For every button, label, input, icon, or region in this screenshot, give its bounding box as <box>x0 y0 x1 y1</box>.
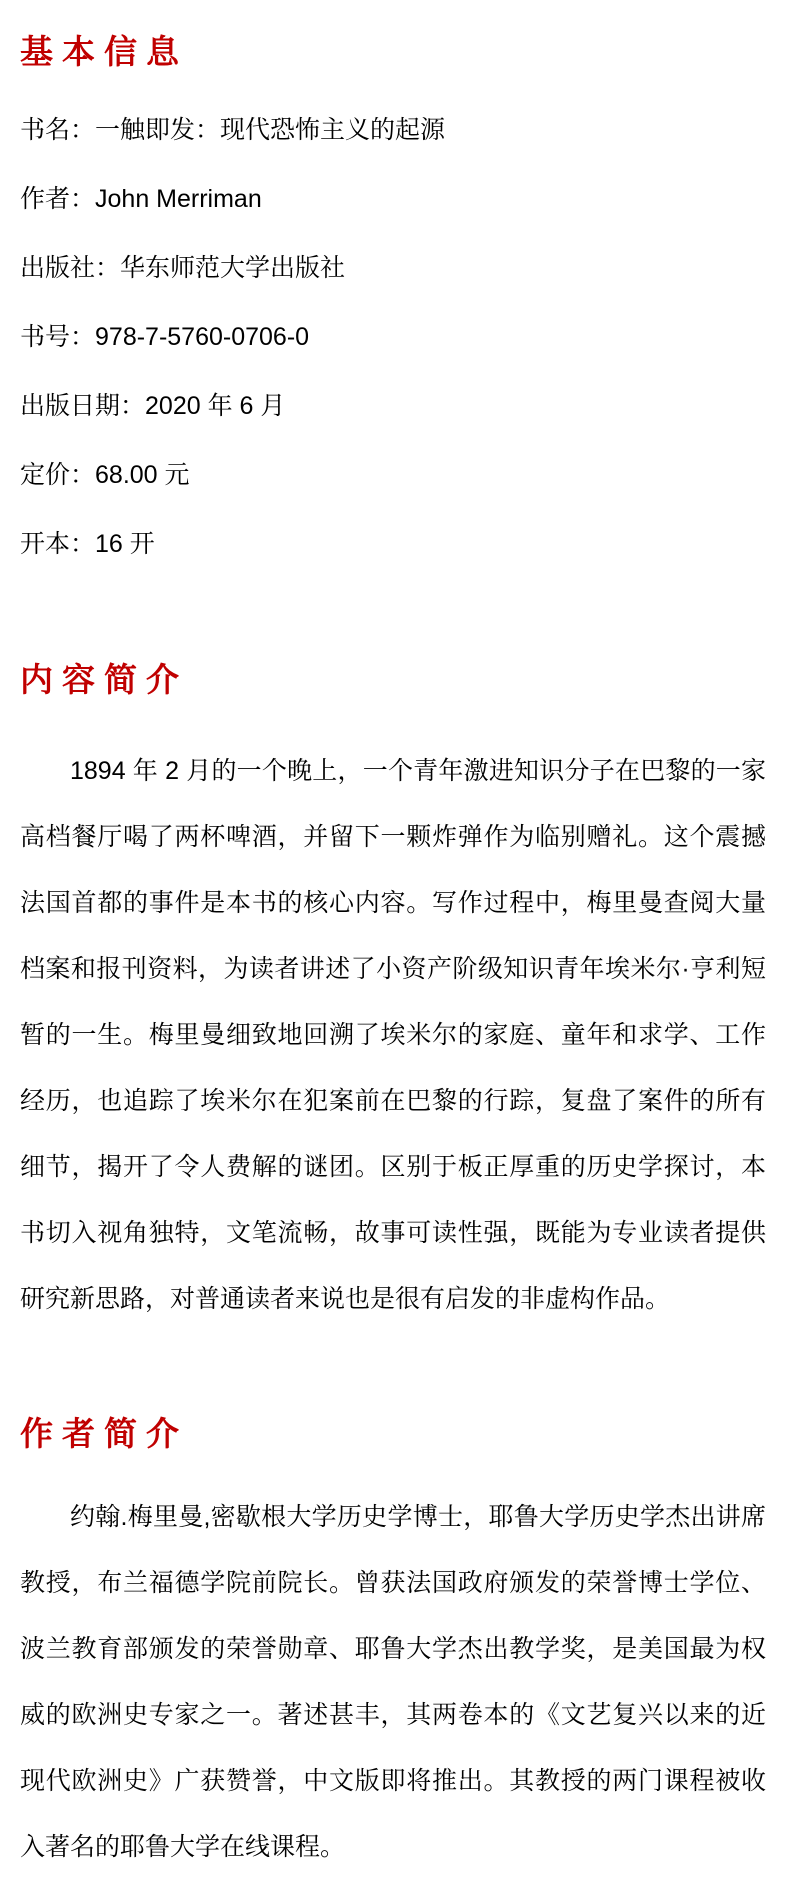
info-label-author: 作者： <box>20 185 96 213</box>
basic-info-list <box>20 112 766 562</box>
info-value-publish-date: 2020 年 6 月 <box>145 392 286 420</box>
info-item-book-title <box>20 112 766 148</box>
info-item-publisher <box>20 250 766 286</box>
info-item-format <box>20 526 766 562</box>
info-item-publish-date <box>20 388 766 424</box>
content-intro-paragraph: 1894 年 2 月的一个晚上，一个青年激进知识分子在巴黎的一家高档餐厅喝了两杯啤酒，并留下一颗炸弹作为临别赠礼。这个震撼法国首都的事件是本书的核心内容。写作过程中，梅里曼查阅大量档案和报刊资料，为读者讲述了小资产阶级知识青年埃米尔·亨利短暂的一生。梅里曼细致地回溯了埃米尔的家庭、童年和求学、工作经历，也追踪了埃米尔在犯案前在巴黎的行踪，复盘了案件的所有细节，揭开了令人费解的谜团。区别于板正厚重的历史学探讨，本书切入视角独特，文笔流畅，故事可读性强，既能为专业读者提供研究新思路，对普通读者来说也是很有启发的非虚构作品。 <box>20 757 766 1313</box>
section-heading-author-intro: 作者简介 <box>20 1415 188 1452</box>
info-item-isbn <box>20 319 766 355</box>
info-label-book-title: 书名： <box>20 116 96 144</box>
section-heading-basic-info: 基本信息 <box>20 33 188 70</box>
info-value-isbn: 978-7-5760-0706-0 <box>95 323 310 351</box>
info-value-book-title: 一触即发：现代恐怖主义的起源 <box>95 116 446 144</box>
info-value-publisher: 华东师范大学出版社 <box>120 254 346 282</box>
info-value-format: 16 开 <box>95 530 155 558</box>
author-intro-paragraph: 约翰.梅里曼,密歇根大学历史学博士，耶鲁大学历史学杰出讲席教授，布兰福德学院前院长。曾获法国政府颁发的荣誉博士学位、波兰教育部颁发的荣誉勋章、耶鲁大学杰出教学奖，是美国最为权威的欧洲史专家之一。著述甚丰，其两卷本的《文艺复兴以来的近现代欧洲史》广获赞誉，中文版即将推出。其教授的两门课程被收入著名的耶鲁大学在线课程。 <box>20 1503 766 1861</box>
info-label-publisher: 出版社： <box>20 254 121 282</box>
info-value-author: John Merriman <box>95 185 262 213</box>
info-label-price: 定价： <box>20 461 96 489</box>
section-heading-content-intro: 内容简介 <box>20 661 188 698</box>
info-item-price <box>20 457 766 493</box>
info-value-price: 68.00 元 <box>95 461 190 489</box>
info-label-isbn: 书号： <box>20 323 96 351</box>
info-label-publish-date: 出版日期： <box>20 392 146 420</box>
info-label-format: 开本： <box>20 530 96 558</box>
info-item-author <box>20 181 766 217</box>
